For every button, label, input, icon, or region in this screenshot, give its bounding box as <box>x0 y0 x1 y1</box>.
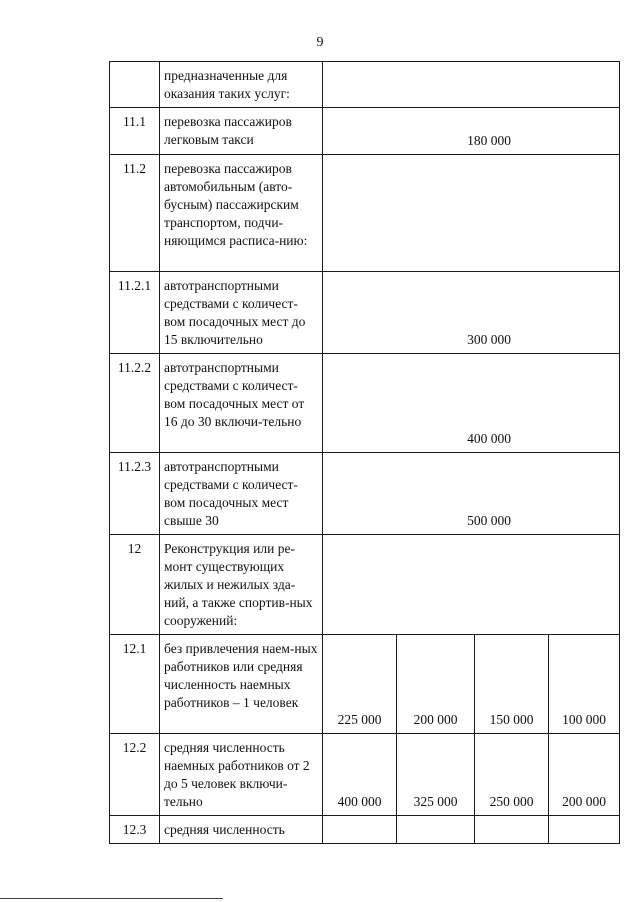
row-description: средняя численность наемных работников от 2 до 5 человек включи-тельно <box>160 734 323 816</box>
row-amount-col-2 <box>397 816 475 844</box>
row-number: 11.2 <box>110 155 160 272</box>
row-number: 12.2 <box>110 734 160 816</box>
table-row <box>110 272 620 354</box>
row-description: Реконструкция или ре-монт существующих жилых и нежилых зда-ний, а также спортив-ных сооружений: <box>160 535 323 635</box>
row-number: 11.2.1 <box>110 272 160 354</box>
table-row <box>110 635 620 734</box>
row-description: средняя численность <box>160 816 323 844</box>
row-number: 12 <box>110 535 160 635</box>
row-description: без привлечения наем-ных работников или средняя численность наемных работников – 1 человек <box>160 635 323 734</box>
row-number: 12.1 <box>110 635 160 734</box>
row-amount-col-3: 250 000 <box>475 734 549 816</box>
row-description: перевозка пассажиров автомобильным (авто-бусным) пассажирским транспортом, подчи-няющимся расписа-нию: <box>160 155 323 272</box>
row-amount <box>323 62 620 108</box>
page-number: 9 <box>316 35 324 50</box>
table-row <box>110 108 620 155</box>
bottom-scan-edge <box>0 898 223 899</box>
row-number <box>110 62 160 108</box>
row-number: 11.2.2 <box>110 354 160 453</box>
table-row <box>110 453 620 535</box>
row-amount-col-1: 400 000 <box>323 734 397 816</box>
row-description: автотранспортными средствами с количест-вом посадочных мест от 16 до 30 включи-тельно <box>160 354 323 453</box>
row-description: автотранспортными средствами с количест-вом посадочных мест до 15 включительно <box>160 272 323 354</box>
row-amount-col-4 <box>549 816 620 844</box>
row-number: 11.2.3 <box>110 453 160 535</box>
row-amount: 400 000 <box>323 354 620 453</box>
table-row <box>110 155 620 272</box>
row-amount: 300 000 <box>323 272 620 354</box>
row-amount-col-4: 100 000 <box>549 635 620 734</box>
row-number: 12.3 <box>110 816 160 844</box>
row-amount: 500 000 <box>323 453 620 535</box>
table-row <box>110 354 620 453</box>
row-number: 11.1 <box>110 108 160 155</box>
row-description: перевозка пассажиров легковым такси <box>160 108 323 155</box>
row-description: предназначенные для оказания таких услуг: <box>160 62 323 108</box>
table-row <box>110 734 620 816</box>
row-description: автотранспортными средствами с количест-вом посадочных мест свыше 30 <box>160 453 323 535</box>
row-amount-col-3 <box>475 816 549 844</box>
row-amount <box>323 535 620 635</box>
row-amount-col-2: 200 000 <box>397 635 475 734</box>
table-row <box>110 535 620 635</box>
row-amount-col-1: 225 000 <box>323 635 397 734</box>
row-amount-col-2: 325 000 <box>397 734 475 816</box>
tariff-table <box>109 61 620 844</box>
row-amount-col-4: 200 000 <box>549 734 620 816</box>
row-amount: 180 000 <box>323 108 620 155</box>
row-amount <box>323 155 620 272</box>
row-amount-col-3: 150 000 <box>475 635 549 734</box>
table-row <box>110 816 620 844</box>
row-amount-col-1 <box>323 816 397 844</box>
table-row <box>110 62 620 108</box>
